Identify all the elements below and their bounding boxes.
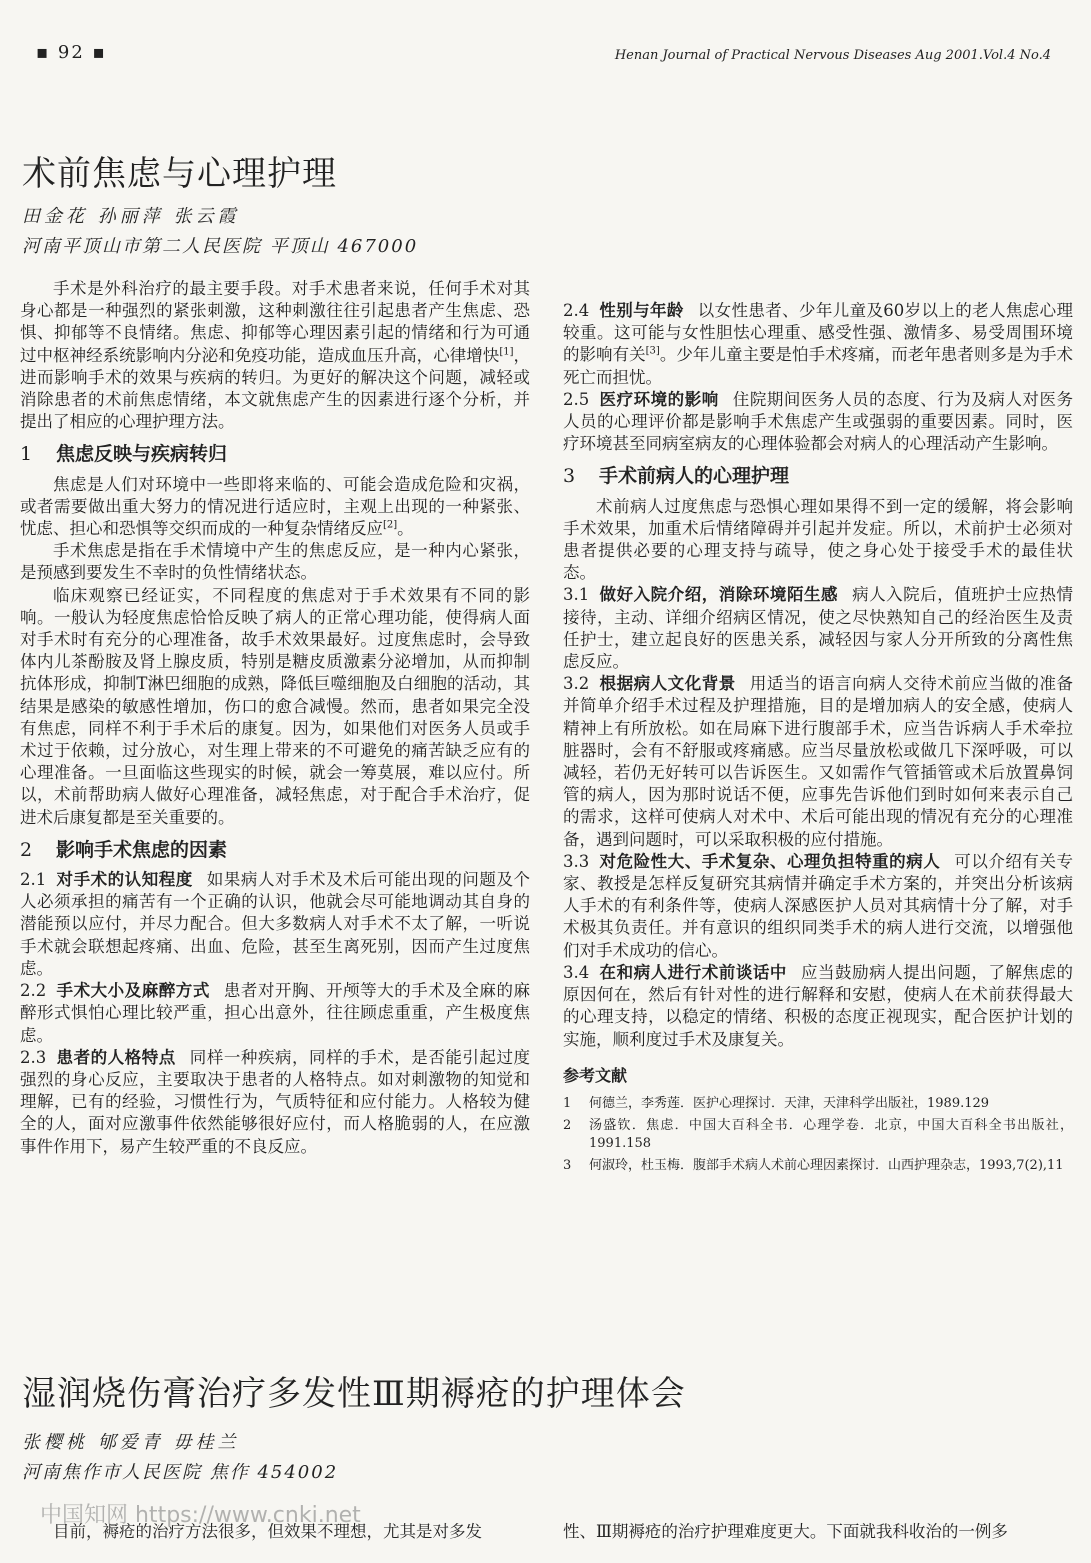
reference-item: 1 何德兰，李秀莲．医护心理探讨．天津，天津科学出版社，1989.129	[563, 1095, 990, 1111]
references-list	[563, 1095, 1073, 1175]
page-number: ▪ 92 ▪	[36, 42, 107, 63]
cnki-watermark: 中国知网 https://www.cnki.net	[40, 1503, 361, 1528]
article-2-right-start: 性、Ⅲ期褥疮的治疗护理难度更大。下面就我科收治的一例多	[563, 1522, 1008, 1541]
section-2-heading: 2 影响手术焦虑的因素	[20, 838, 228, 861]
journal-header: Henan Journal of Practical Nervous Diseases Aug 2001.Vol.4 No.4	[614, 48, 1051, 63]
subsection-2-4: 2.4 性别与年龄 以女性患者、少年儿童及60岁以上的老人焦虑心理较重。这可能与女性胆怯心理重、感受性强、激情多、易受周围环境的影响有关[3]。少年儿童主要是怕手术疼痛，而老年患者则多是为手术死亡而担忧。	[563, 301, 1074, 387]
section-1-heading: 1 焦虑反映与疾病转归	[20, 443, 228, 466]
section-1-paragraph-1: 焦虑是人们对环境中一些即将来临的、可能会造成危险和灾祸，或者需要做出重大努力的情况进行适应时，主观上出现的一种紧张、忧虑、担心和恐惧等交织而成的一种复杂情绪反应[2]。	[20, 474, 530, 539]
authors: 田金花 孙丽萍 张云霞	[22, 206, 240, 227]
article-2-left-start: 目前，褥疮的治疗方法很多，但效果不理想，尤其是对多发	[53, 1522, 482, 1541]
subsection-3-2: 3.2 根据病人文化背景 用适当的语言向病人交待术前应当做的准备并简单介绍手术过程及护理措施，目的是增加病人的安全感，使病人精神上有所放松。如在局麻下进行腹部手术，应当告诉病人手术牵拉脏器时，会有不舒服或疼痛感。应当尽量放松或做几下深呼吸，可以减轻，若仍无好转可以告诉医生。又如需作气管插管或术后放置鼻饲管的病人，因为那时说话不便，应事先告诉他们到时如何来表示自己的需求，这样可使病人对术中、术后可能出现的情况有充分的心理准备，遇到问题时，可以采取积极的应付措施。	[563, 674, 1074, 849]
subsection-2-2: 2.2 手术大小及麻醉方式 患者对开胸、开颅等大的手术及全麻的麻醉形式惧怕心理比较严重，担心出意外，往往顾虑重重，产生极度焦虑。	[20, 981, 531, 1045]
right-column	[563, 300, 1073, 1179]
article-2-authors: 张樱桃 郇爱青 毋桂兰	[22, 1432, 240, 1453]
section-1-paragraph-2: 手术焦虑是指在手术情境中产生的焦虑反应，是一种内心紧张，是预感到要发生不幸时的负性情绪状态。	[20, 541, 530, 583]
article-2-affiliation: 河南焦作市人民医院 焦作 454002	[22, 1462, 339, 1483]
subsection-2-3: 2.3 患者的人格特点 同样一种疾病，同样的手术，是否能引起过度强烈的身心反应，主要取决于患者的人格特点。如对刺激物的知觉和理解，已有的经验，习惯性行为，气质特征和应付能力。人格较为健全的人，面对应激事件依然能够很好应付，而人格脆弱的人，在应激事件作用下，易产生较严重的不良反应。	[20, 1047, 531, 1156]
subsection-3-1: 3.1 做好入院介绍，消除环境陌生感 病人入院后，值班护士应热情接待，主动、详细介绍病区情况，使之尽快熟知自己的经治医生及责任护士，建立起良好的医患关系，减轻因与家人分开所致的分离性焦虑反应。	[563, 585, 1074, 672]
section-3-paragraph-1: 术前病人过度焦虑与恐惧心理如果得不到一定的缓解，将会影响手术效果，加重术后情绪障碍并引起并发症。所以，术前护士必须对患者提供必要的心理支持与疏导，使之身心处于接受手术的最佳状态。	[563, 496, 1073, 583]
reference-item: 2 汤盛钦．焦虑．中国大百科全书．心理学卷．北京，中国大百科全书出版社，1991.158	[563, 1117, 1073, 1151]
affiliation: 河南平顶山市第二人民医院 平顶山 467000	[22, 236, 419, 257]
reference-item: 3 何淑玲，杜玉梅．腹部手术病人术前心理因素探讨．山西护理杂志，1993,7(2),11	[563, 1157, 1064, 1173]
citation-2: [2]	[383, 519, 398, 531]
article-2-title: 湿润烧伤膏治疗多发性Ⅲ期褥疮的护理体会	[22, 1374, 686, 1414]
section-1-paragraph-3: 临床观察已经证实，不同程度的焦虑对于手术效果有不同的影响。一般认为轻度焦虑恰恰反映了病人的正常心理功能，使得病人面对手术时有充分的心理准备，故手术效果最好。过度焦虑时，会导致体内儿茶酚胺及肾上腺皮质，特别是糖皮质激素分泌增加，从而抑制抗体形成，抑制T淋巴细胞的成熟，降低巨噬细胞及白细胞的活动，其结果是感染的敏感性增加，伤口的愈合减慢。然而，患者如果完全没有焦虑，同样不利于手术后的康复。因为，如果他们对医务人员或手术过于依赖，过分放心，对生理上带来的不可避免的痛苦缺乏应有的心理准备。一旦面临这些现实的时候，就会一筹莫展，难以应付。所以，术前帮助病人做好心理准备，减轻焦虑，对于配合手术治疗，促进术后康复都是至关重要的。	[20, 585, 530, 827]
subsection-3-4: 3.4 在和病人进行术前谈话中 应当鼓励病人提出问题，了解焦虑的原因何在，然后有针对性的进行解释和安慰，使病人在术前获得最大的心理支持，以稳定的情绪、积极的态度正视现实，配合医护计划的实施，顺利度过手术及康复关。	[563, 962, 1074, 1049]
subsection-2-5: 2.5 医疗环境的影响 住院期间医务人员的态度、行为及病人对医务人员的心理评价都是影响手术焦虑产生或强弱的重要因素。同时，医疗环境甚至同病室病友的心理体验都会对病人的心理活动产生影响。	[563, 389, 1074, 454]
article-title: 术前焦虑与心理护理	[22, 154, 337, 194]
section-3-heading: 3 手术前病人的心理护理	[563, 465, 790, 488]
subsection-3-3: 3.3 对危险性大、手术复杂、心理负担特重的病人 可以介绍有关专家、教授是怎样反复研究其病情并确定手术方案的，并突出分析该病人手术的有利条件等，使病人深感医护人员对其病情十分了解，对手术极其负责任。并有意识的组织同类手术的病人进行交流，以增强他们对手术成功的信心。	[563, 851, 1074, 960]
citation-3: [3]	[645, 345, 660, 357]
citation-1: [1]	[499, 346, 514, 358]
references-heading: 参考文献	[563, 1065, 628, 1085]
intro-paragraph: 手术是外科治疗的最主要手段。对手术患者来说，任何手术对其身心都是一种强烈的紧张刺激，这种刺激往往引起患者产生焦虑、恐惧、抑郁等不良情绪。焦虑、抑郁等心理因素引起的情绪和行为可通过中枢神经系统影响内分泌和免疫功能，造成血压升高，心律增快[1]，进而影响手术的效果与疾病的转归。为更好的解决这个问题，减轻或消除患者的术前焦虑情绪，本文就焦虑产生的因素进行逐个分析，并提出了相应的心理护理方法。	[20, 279, 531, 432]
subsection-2-1: 2.1 对手术的认知程度 如果病人对手术及术后可能出现的问题及个人必须承担的痛苦有一个正确的认识，他就会尽可能地调动其自身的潜能预以应付，并尽力配合。但大多数病人对手术不太了解，一听说手术就会联想起疼痛、出血、危险，甚至生离死别，因而产生过度焦虑。	[20, 870, 531, 978]
left-column	[20, 278, 530, 1158]
